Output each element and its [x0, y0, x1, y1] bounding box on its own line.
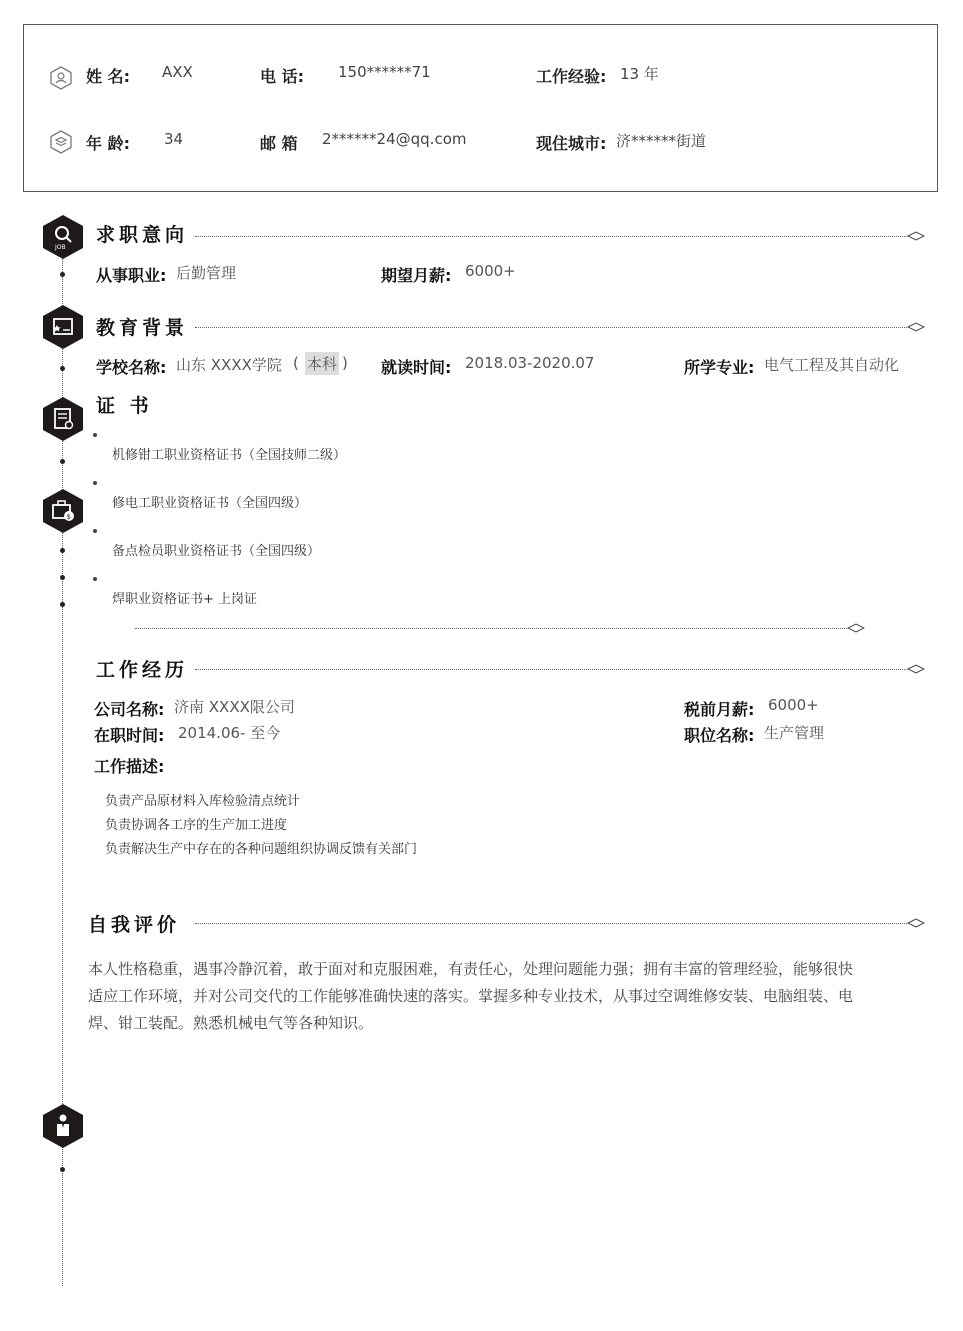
expected-salary-value: 6000+	[465, 262, 516, 280]
self-evaluation-line: 适应工作环境，并对公司交代的工作能够准确快速的落实。掌握多种专业技术，从事过空调维修安装、电脑组装、电	[88, 987, 854, 1005]
major-label: 所学专业:	[684, 358, 755, 377]
study-period-value: 2018.03-2020.07	[465, 354, 595, 372]
section-divider	[135, 628, 847, 629]
work-description-item: 负责解决生产中存在的各种问题组织协调反馈有关部门	[105, 842, 418, 857]
education-title: 教育背景	[96, 317, 189, 339]
self-evaluation-line: 焊、钳工装配。熟悉机械电气等各种知识。	[88, 1014, 374, 1032]
self-evaluation-title: 自我评价	[88, 914, 181, 936]
list-bullet	[93, 481, 97, 485]
position-label: 从事职业:	[96, 266, 167, 285]
personal-info-box	[23, 24, 938, 192]
certificates-title: 证 书	[96, 395, 153, 417]
section-divider	[195, 923, 907, 924]
diamond-icon	[907, 664, 925, 674]
job-search-icon	[42, 214, 84, 260]
email-value: 2******24@qq.com	[322, 130, 467, 148]
company-value: 济南 XXXX限公司	[174, 698, 295, 716]
work-description-label: 工作描述:	[94, 757, 165, 776]
list-bullet	[93, 529, 97, 533]
position-value: 后勤管理	[176, 264, 237, 282]
school-label: 学校名称:	[96, 358, 167, 377]
city-label: 现住城市:	[536, 134, 607, 153]
degree-open-paren: (	[293, 354, 299, 372]
briefcase-money-icon	[42, 488, 84, 534]
pre-tax-salary-label: 税前月薪:	[684, 700, 755, 719]
degree-value: 本科	[305, 352, 339, 375]
list-bullet	[93, 577, 97, 581]
job-title-value: 生产管理	[764, 724, 825, 742]
phone-label: 电 话:	[260, 67, 304, 86]
work-description-item: 负责产品原材料入库检验清点统计	[105, 794, 301, 809]
timeline-dot	[60, 602, 65, 607]
certificate-item: 焊职业资格证书+ 上岗证	[112, 592, 258, 607]
timeline-dot	[60, 1167, 65, 1172]
expected-salary-label: 期望月薪:	[381, 266, 452, 285]
work-title: 工作经历	[96, 659, 189, 681]
diamond-icon	[847, 623, 865, 633]
certificate-item: 机修钳工职业资格证书（全国技师二级）	[112, 448, 347, 463]
company-label: 公司名称:	[94, 700, 165, 719]
timeline-dot	[60, 459, 65, 464]
age-label: 年 龄:	[86, 134, 130, 153]
certificate-item: 修电工职业资格证书（全国四级）	[112, 496, 308, 511]
diamond-icon	[907, 322, 925, 332]
diamond-icon	[907, 918, 925, 928]
experience-label: 工作经验:	[536, 67, 607, 86]
work-description-item: 负责协调各工序的生产加工进度	[105, 818, 288, 833]
svg-text:JOB: JOB	[55, 244, 66, 251]
section-divider	[195, 327, 907, 328]
age-value: 34	[164, 130, 184, 148]
employment-period-label: 在职时间:	[94, 726, 165, 745]
job-intent-title: 求职意向	[96, 224, 189, 246]
experience-value: 13 年	[620, 65, 659, 83]
timeline-dot	[60, 575, 65, 580]
section-divider	[195, 669, 907, 670]
pre-tax-salary-value: 6000+	[768, 696, 819, 714]
timeline-dot	[60, 366, 65, 371]
name-value: AXX	[162, 63, 193, 81]
study-period-label: 就读时间:	[381, 358, 452, 377]
timeline-dot	[60, 272, 65, 277]
layers-icon	[50, 130, 72, 154]
phone-value: 150******71	[338, 63, 431, 81]
svg-text:$: $	[66, 513, 71, 521]
list-bullet	[93, 433, 97, 437]
person-icon	[42, 1103, 84, 1149]
employment-period-value: 2014.06- 至今	[178, 724, 281, 742]
timeline-dot	[60, 548, 65, 553]
diamond-icon	[907, 231, 925, 241]
name-label: 姓 名:	[86, 67, 130, 86]
certificate-icon	[42, 396, 84, 442]
degree-close-paren: )	[342, 354, 348, 372]
education-icon	[42, 304, 84, 350]
city-value: 济******街道	[616, 132, 707, 150]
self-evaluation-text	[88, 956, 918, 1037]
section-divider	[195, 236, 907, 237]
self-evaluation-line: 本人性格稳重，遇事冷静沉着，敢于面对和克服困难，有责任心，处理问题能力强；拥有丰富的管理经验，能够很快	[88, 960, 854, 978]
major-value: 电气工程及其自动化	[764, 356, 900, 374]
user-icon	[50, 66, 72, 90]
email-label: 邮 箱	[260, 134, 298, 153]
school-value: 山东 XXXX学院	[176, 356, 282, 374]
job-title-label: 职位名称:	[684, 726, 755, 745]
certificate-item: 备点检员职业资格证书（全国四级）	[112, 544, 321, 559]
